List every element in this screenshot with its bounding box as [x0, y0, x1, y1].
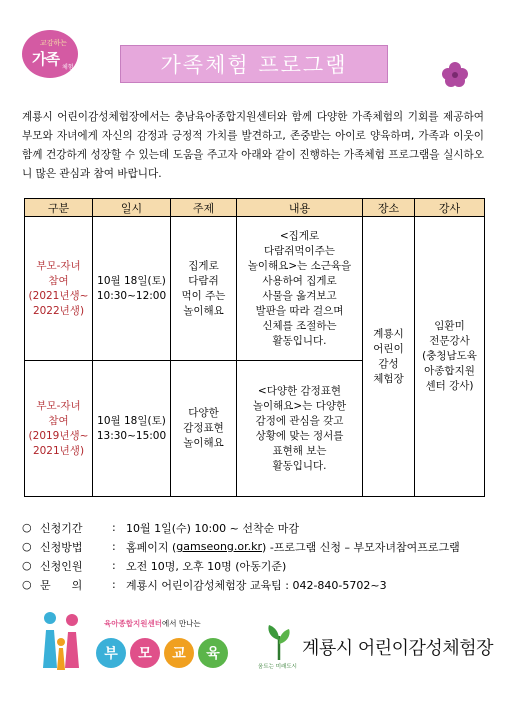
header-content: 내용	[237, 199, 363, 217]
row1-content-line: 사물을 옮겨보고	[262, 289, 337, 302]
teacher-line: (충청남도육	[422, 350, 477, 362]
row1-date-line: 10월 18일(토)	[97, 274, 166, 287]
info-method	[22, 537, 492, 556]
application-info	[22, 518, 492, 594]
row1-subject-line: 집게로	[188, 259, 219, 272]
logo-small-text: 교감하는	[40, 39, 68, 47]
info-separator: :	[112, 559, 116, 572]
row1-subject-line: 놀이해요	[183, 304, 224, 317]
family-icon	[40, 608, 84, 674]
title-banner	[120, 45, 388, 83]
info-separator: :	[112, 540, 116, 553]
info-capacity	[22, 556, 492, 575]
info-separator: :	[112, 521, 116, 534]
teacher-line: 아종합지원	[424, 365, 475, 377]
intro-paragraph: 계룡시 어린이감성체험장에서는 충남육아종합지원센터와 함께 다양한 가족체험의 기회를 제공하여 부모와 자녀에게 자신의 감정과 긍정적 가치를 발견하고, 존중받는 아이로 양육하며, 가족과 이웃이 함께 건강하게 성장할 수 있는데 도움을 주고자 아래와 같이 진행하는 가족체험 프로그램을 실시하오니 많은 관심과 참여 바랍니다.	[22, 111, 484, 180]
row1-target-line: 2022년생)	[32, 304, 85, 317]
row2-content-line: 상황에 맞는 정서를	[255, 429, 344, 442]
info-label: 신청인원	[40, 559, 83, 573]
row2-content-line: 감정에 관심을 갖고	[255, 414, 344, 427]
center-name: 계룡시 어린이감성체험장	[302, 638, 493, 659]
parent-education-logo	[40, 608, 220, 678]
row1-target-line: (2021년생~	[28, 289, 89, 302]
tagline-rest: 에서 만나는	[161, 619, 201, 628]
row1-target-line: 부모-자녀	[36, 259, 81, 272]
header-category: 구분	[25, 199, 93, 217]
word-circle: 육	[198, 638, 228, 668]
info-period	[22, 518, 492, 537]
row2-target	[25, 361, 93, 497]
info-value-suffix: ) -프로그램 신청 – 부모자녀참여프로그램	[262, 540, 460, 554]
info-value: 오전 10명, 오후 10명 (아동기준)	[126, 559, 287, 573]
row1-date	[93, 217, 171, 361]
logo-tiny-text: 체험	[62, 64, 74, 71]
row1-content-line: 활동입니다.	[272, 334, 327, 347]
row2-target-line: 참여	[48, 414, 69, 427]
sprout-caption: 움트는 미래도시	[258, 664, 297, 670]
info-label: 신청기간	[40, 521, 83, 535]
word-circle: 교	[164, 638, 194, 668]
teacher-line: 전문강사	[429, 335, 470, 347]
page-title: 가족체험 프로그램	[160, 53, 348, 77]
row2-content-line: <다양한 감정표현	[257, 384, 342, 397]
teacher-line: 센터 강사)	[425, 380, 474, 392]
header-subject: 주제	[171, 199, 237, 217]
row2-subject-line: 놀이해요	[183, 437, 224, 449]
tagline-brand: 육아종합지원센터	[104, 619, 162, 628]
place-line: 계룡시	[373, 327, 404, 340]
row1-content-line: 신체를 조절하는	[262, 319, 337, 332]
program-table	[24, 198, 485, 497]
info-value: 10월 1일(수) 10:00 ~ 선착순 마감	[126, 521, 299, 535]
row2-subject-line: 다양한	[188, 407, 219, 419]
place-line: 어린이	[373, 342, 404, 355]
row1-content-line: 발판을 따라 걸으며	[255, 304, 344, 317]
row1-subject-line: 다람쥐	[188, 274, 219, 287]
row2-date	[93, 361, 171, 497]
teacher-line: 임환미	[434, 320, 465, 332]
row1-content-line: 다람쥐먹이주는	[263, 244, 335, 257]
row1-target-line: 참여	[48, 274, 69, 287]
row2-subject-line: 감정표현	[183, 422, 224, 434]
row2-target-line: (2019년생~	[28, 429, 89, 442]
bullet-icon: ○	[22, 540, 32, 553]
row2-target-line: 부모-자녀	[36, 399, 81, 412]
row1-content-line: 사용하여 집게로	[262, 274, 337, 287]
row2-content-line: 놀이해요>는 다양한	[252, 399, 347, 412]
place-cell	[363, 217, 415, 497]
bullet-icon: ○	[22, 559, 32, 572]
row1-content-line: <집게로	[279, 229, 320, 242]
row2-content-line: 활동입니다.	[272, 459, 327, 472]
header-datetime: 일시	[93, 199, 171, 217]
row2-subject	[171, 361, 237, 497]
header-place: 장소	[363, 199, 415, 217]
info-label: 문 의	[40, 578, 83, 592]
row2-content	[237, 361, 363, 497]
row2-time-line: 13:30~15:00	[96, 429, 167, 442]
row1-subject-line: 먹이 주는	[181, 289, 226, 302]
logo-big-text: 가족	[32, 50, 59, 68]
gyeryong-center-logo	[258, 622, 493, 682]
word-circle: 모	[130, 638, 160, 668]
row2-target-line: 2021년생)	[32, 444, 85, 457]
info-value-prefix: 홈페이지 (	[126, 540, 177, 554]
row2-date-line: 10월 18일(토)	[97, 414, 166, 427]
bullet-icon: ○	[22, 521, 32, 534]
row1-content	[237, 217, 363, 361]
row2-content-line: 표현해 보는	[272, 444, 327, 457]
flower-icon	[440, 60, 470, 90]
info-label: 신청방법	[40, 540, 83, 554]
info-separator: :	[112, 578, 116, 591]
row1-target	[25, 217, 93, 361]
info-value: 계룡시 어린이감성체험장 교육팀 : 042-840-5702~3	[126, 578, 387, 592]
word-circles	[96, 638, 232, 668]
info-contact	[22, 575, 492, 594]
footer-tagline	[104, 618, 201, 629]
bullet-icon: ○	[22, 578, 32, 591]
sprout-icon	[264, 622, 294, 662]
family-experience-logo	[22, 30, 78, 78]
word-circle: 부	[96, 638, 126, 668]
header-teacher: 강사	[415, 199, 485, 217]
table-row	[25, 217, 485, 361]
teacher-cell	[415, 217, 485, 497]
homepage-link[interactable]: gamseong.or.kr	[176, 540, 263, 553]
row1-content-line: 놀이해요>는 소근육을	[247, 259, 352, 272]
row1-subject	[171, 217, 237, 361]
row1-time-line: 10:30~12:00	[96, 289, 167, 302]
table-header-row	[25, 199, 485, 217]
place-line: 감성	[378, 357, 399, 370]
place-line: 체험장	[373, 372, 404, 385]
